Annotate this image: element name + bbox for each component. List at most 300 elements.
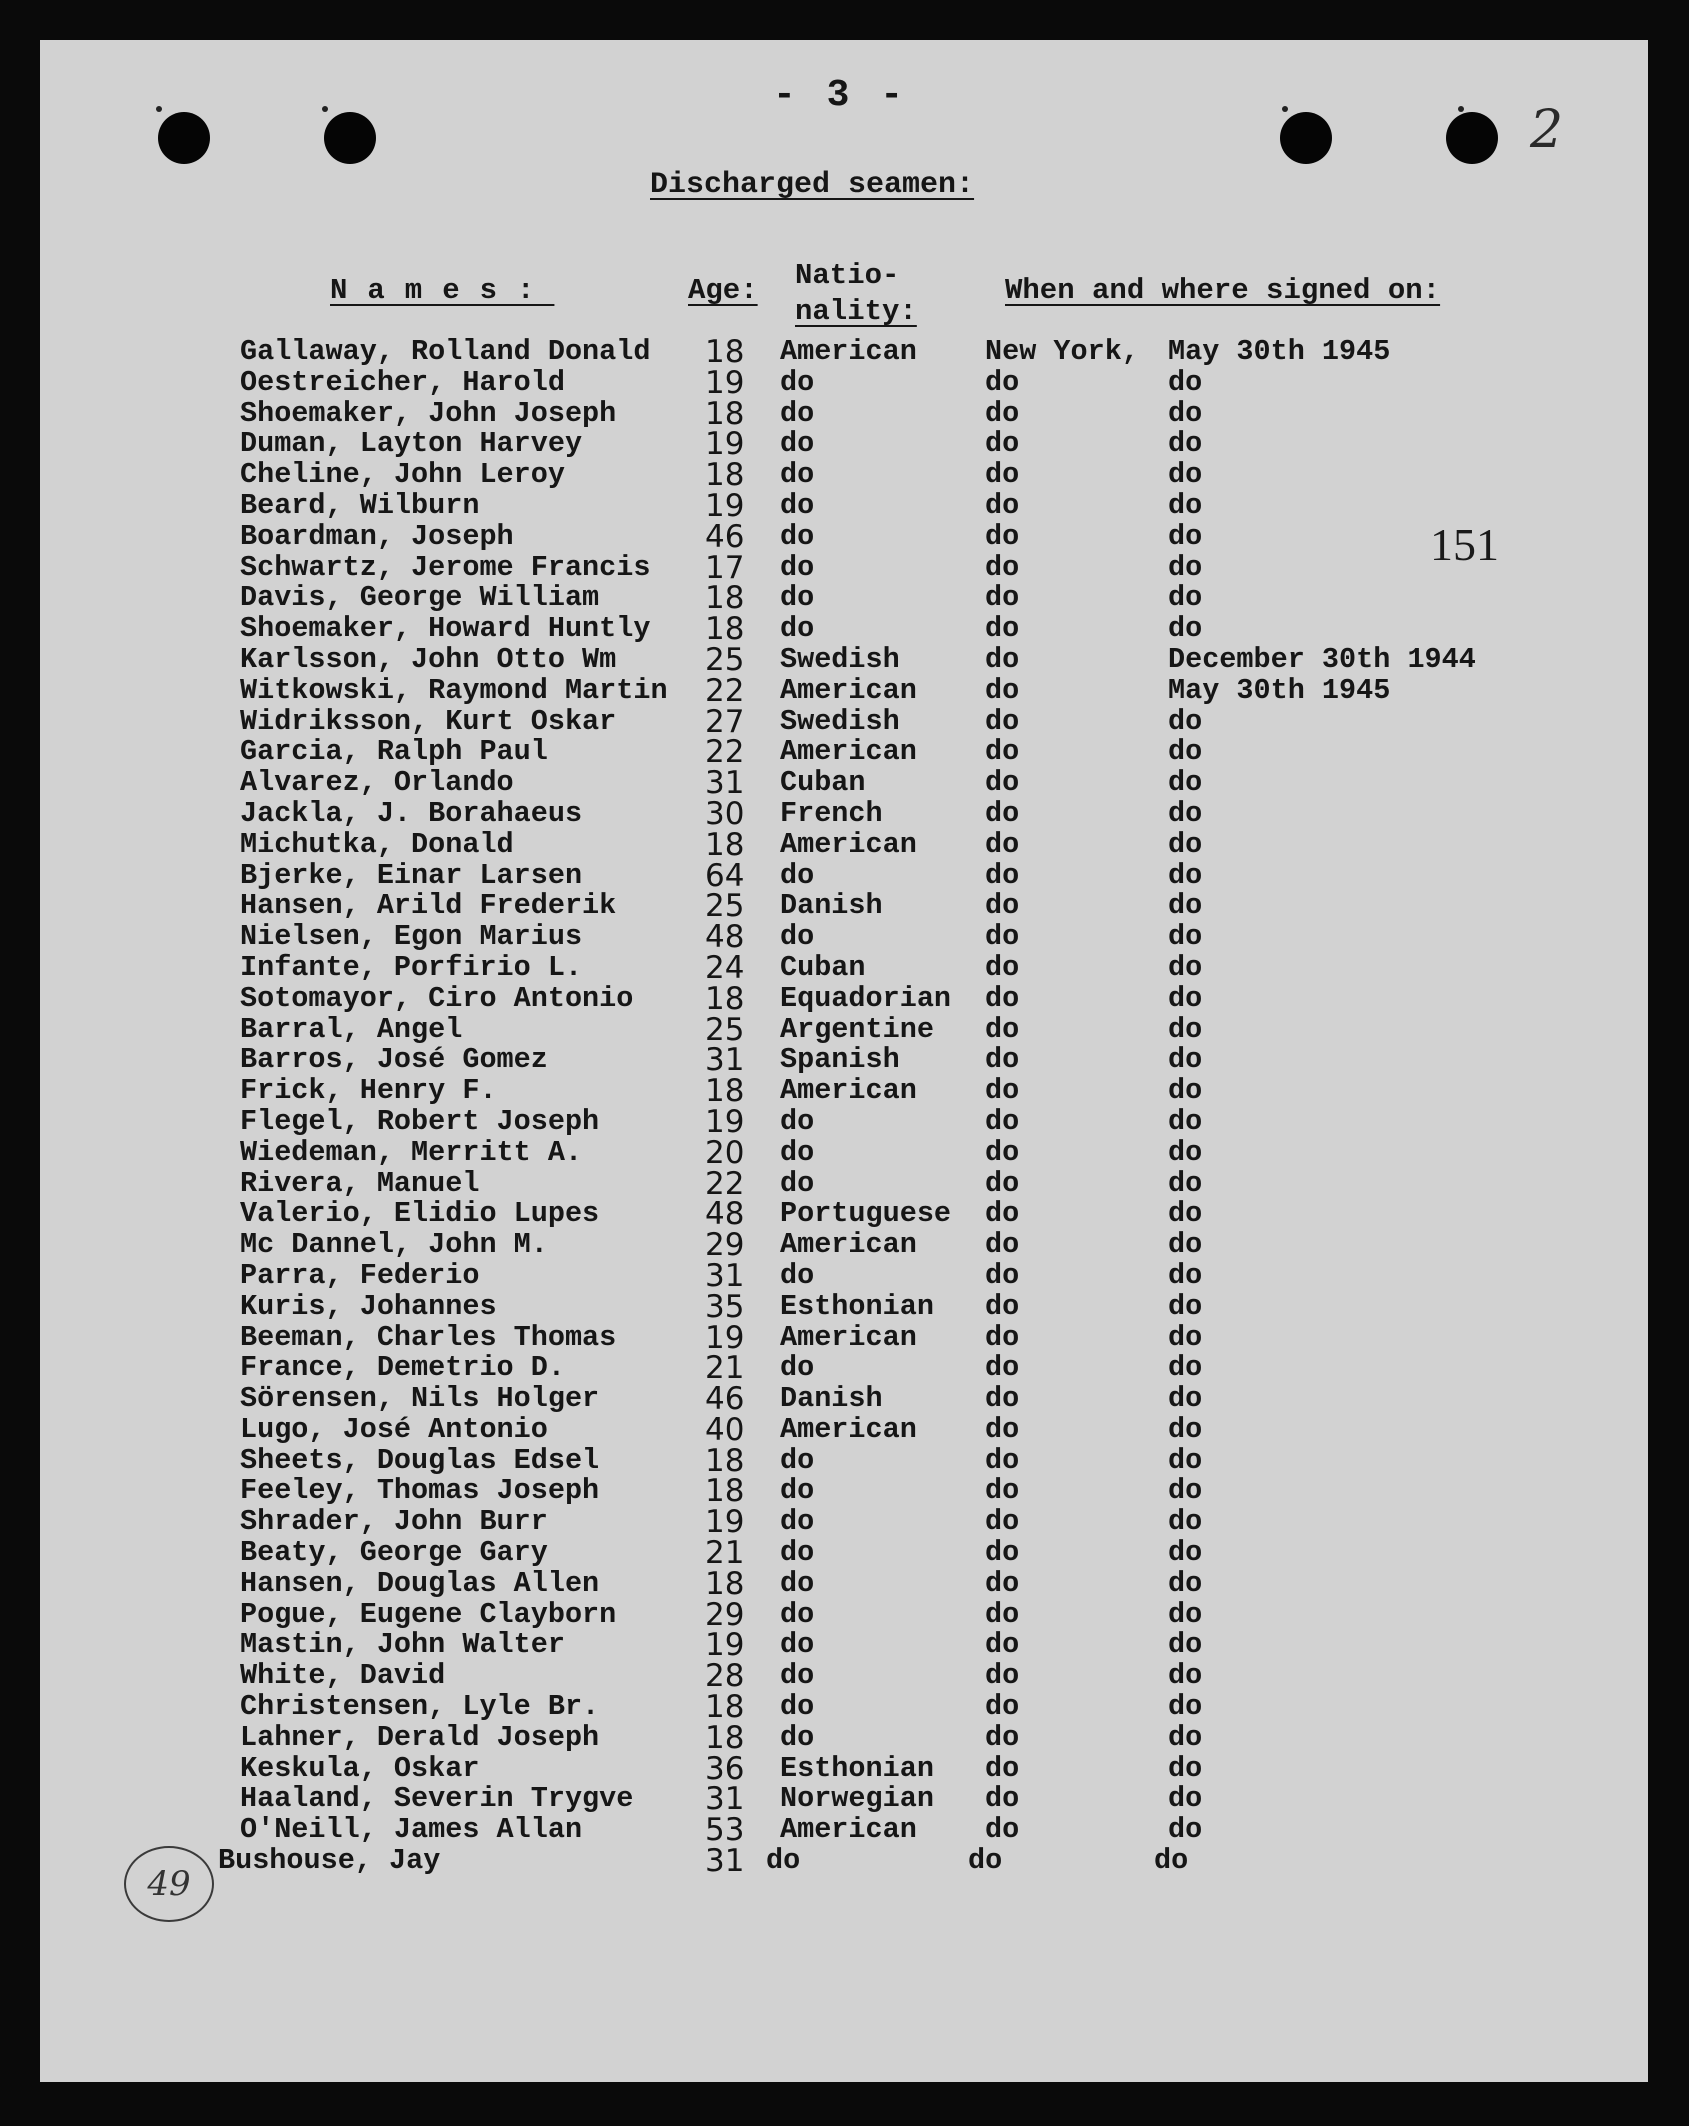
signed-on-place: do xyxy=(985,1566,1020,1600)
signed-on-place: do xyxy=(985,612,1020,646)
seaman-name: Infante, Porfirio L. xyxy=(240,950,583,984)
seaman-name: Barral, Angel xyxy=(240,1012,463,1046)
signed-on-date: do xyxy=(1168,1597,1203,1631)
seaman-name: Haaland, Severin Trygve xyxy=(240,1782,634,1816)
seaman-age: 22 xyxy=(705,1165,745,1202)
signed-on-place: do xyxy=(985,981,1020,1015)
table-row xyxy=(40,857,1648,894)
seaman-name: Beeman, Charles Thomas xyxy=(240,1320,617,1354)
seaman-nationality: do xyxy=(780,1536,815,1570)
seaman-nationality: do xyxy=(766,1844,801,1878)
seaman-nationality: do xyxy=(780,427,815,461)
signed-on-place: do xyxy=(985,488,1020,522)
punch-hole xyxy=(1446,112,1498,164)
seaman-nationality: do xyxy=(780,858,815,892)
table-row xyxy=(40,1504,1648,1541)
seaman-name: Mc Dannel, John M. xyxy=(240,1228,548,1262)
signed-on-place: do xyxy=(985,1597,1020,1631)
table-row xyxy=(40,1689,1648,1726)
seaman-nationality: Danish xyxy=(780,889,883,923)
seaman-age: 35 xyxy=(705,1288,745,1325)
seaman-name: Garcia, Ralph Paul xyxy=(240,735,548,769)
seaman-nationality: do xyxy=(780,1659,815,1693)
signed-on-date: do xyxy=(1168,396,1203,430)
seaman-age: 22 xyxy=(705,734,745,771)
signed-on-date: do xyxy=(1168,1505,1203,1539)
seaman-age: 18 xyxy=(705,580,745,617)
table-row xyxy=(40,765,1648,802)
punch-hole xyxy=(324,112,376,164)
seaman-nationality: do xyxy=(780,920,815,954)
seaman-nationality: Danish xyxy=(780,1382,883,1416)
signed-on-date: do xyxy=(1168,1813,1203,1847)
table-row xyxy=(40,1196,1648,1233)
table-row xyxy=(40,1535,1648,1572)
signed-on-date: do xyxy=(1168,1690,1203,1724)
seaman-name: Bushouse, Jay xyxy=(218,1844,441,1878)
table-row xyxy=(40,641,1648,678)
table-row xyxy=(40,1812,1648,1849)
paper-speck xyxy=(1458,106,1464,112)
seaman-name: Nielsen, Egon Marius xyxy=(240,920,583,954)
seaman-nationality: do xyxy=(780,458,815,492)
seaman-nationality: do xyxy=(780,1474,815,1508)
column-header-names: Names: xyxy=(330,274,555,307)
signed-on-place: do xyxy=(985,519,1020,553)
seaman-name: Bjerke, Einar Larsen xyxy=(240,858,583,892)
signed-on-place: do xyxy=(985,766,1020,800)
signed-on-date: do xyxy=(1168,1628,1203,1662)
signed-on-place: do xyxy=(985,1258,1020,1292)
table-row xyxy=(40,1319,1648,1356)
seaman-name: Davis, George William xyxy=(240,581,600,615)
signed-on-date: do xyxy=(1168,1443,1203,1477)
seaman-age: 18 xyxy=(705,980,745,1017)
seaman-name: Parra, Federio xyxy=(240,1258,480,1292)
signed-on-date: do xyxy=(1168,1751,1203,1785)
signed-on-date: do xyxy=(1168,1720,1203,1754)
signed-on-place: do xyxy=(985,1536,1020,1570)
table-row xyxy=(40,611,1648,648)
seaman-age: 19 xyxy=(705,1504,745,1541)
seaman-age: 36 xyxy=(705,1750,745,1787)
table-row xyxy=(40,1843,1648,1880)
seaman-name: Hansen, Douglas Allen xyxy=(240,1566,600,1600)
signed-on-date: do xyxy=(1168,858,1203,892)
signed-on-date: do xyxy=(1168,488,1203,522)
seaman-nationality: Spanish xyxy=(780,1043,900,1077)
seaman-age: 21 xyxy=(705,1350,745,1387)
seaman-nationality: American xyxy=(780,673,917,707)
seaman-nationality: do xyxy=(780,1166,815,1200)
signed-on-date: do xyxy=(1168,1258,1203,1292)
signed-on-place: do xyxy=(985,1197,1020,1231)
seaman-age: 18 xyxy=(705,1565,745,1602)
seaman-nationality: do xyxy=(780,1351,815,1385)
table-row xyxy=(40,1473,1648,1510)
seaman-name: Wiedeman, Merritt A. xyxy=(240,1135,583,1169)
seaman-age: 25 xyxy=(705,641,745,678)
seaman-name: Cheline, John Leroy xyxy=(240,458,565,492)
signed-on-date: do xyxy=(1168,612,1203,646)
table-row xyxy=(40,1411,1648,1448)
table-row xyxy=(40,980,1648,1017)
signed-on-date: do xyxy=(1168,1474,1203,1508)
seaman-name: Alvarez, Orlando xyxy=(240,766,514,800)
table-row xyxy=(40,1011,1648,1048)
table-row xyxy=(40,487,1648,524)
signed-on-date: May 30th 1945 xyxy=(1168,335,1391,368)
signed-on-place: do xyxy=(985,704,1020,738)
table-row xyxy=(40,580,1648,617)
table-row xyxy=(40,364,1648,401)
seaman-name: Sörensen, Nils Holger xyxy=(240,1382,600,1416)
signed-on-date: do xyxy=(1168,1166,1203,1200)
seaman-age: 19 xyxy=(705,1319,745,1356)
seaman-age: 19 xyxy=(705,1627,745,1664)
seaman-name: Feeley, Thomas Joseph xyxy=(240,1474,600,1508)
signed-on-date: do xyxy=(1168,550,1203,584)
seaman-name: Keskula, Oskar xyxy=(240,1751,480,1785)
seaman-name: Shoemaker, John Joseph xyxy=(240,396,617,430)
document-page xyxy=(40,40,1648,2082)
signed-on-place: do xyxy=(985,1012,1020,1046)
table-row xyxy=(40,1565,1648,1602)
signed-on-place: do xyxy=(985,1474,1020,1508)
signed-on-date: do xyxy=(1168,920,1203,954)
seaman-name: Beaty, George Gary xyxy=(240,1536,548,1570)
signed-on-date: do xyxy=(1168,1104,1203,1138)
margin-number: 151 xyxy=(1430,519,1499,570)
table-row xyxy=(40,395,1648,432)
signed-on-date: do xyxy=(1168,950,1203,984)
seaman-name: Frick, Henry F. xyxy=(240,1074,497,1108)
signed-on-date: do xyxy=(1168,1382,1203,1416)
seaman-nationality: do xyxy=(780,1443,815,1477)
signed-on-date: do xyxy=(1168,365,1203,399)
signed-on-place: do xyxy=(985,365,1020,399)
seaman-age: 18 xyxy=(705,1473,745,1510)
table-row xyxy=(40,1165,1648,1202)
table-row xyxy=(40,1288,1648,1325)
seamen-list xyxy=(40,334,1648,1880)
signed-on-place: do xyxy=(985,1628,1020,1662)
seaman-age: 18 xyxy=(705,1689,745,1726)
seaman-name: O'Neill, James Allan xyxy=(240,1813,583,1847)
seaman-age: 29 xyxy=(705,1227,745,1264)
signed-on-place: do xyxy=(985,1659,1020,1693)
paper-speck xyxy=(156,106,162,112)
signed-on-date: do xyxy=(1168,1135,1203,1169)
table-row xyxy=(40,1381,1648,1418)
seaman-age: 28 xyxy=(705,1658,745,1695)
seaman-name: Witkowski, Raymond Martin xyxy=(240,673,668,707)
signed-on-place: do xyxy=(985,1320,1020,1354)
table-row xyxy=(40,1750,1648,1787)
seaman-name: Kuris, Johannes xyxy=(240,1289,497,1323)
seaman-age: 19 xyxy=(705,364,745,401)
seaman-age: 17 xyxy=(705,549,745,586)
seaman-name: Hansen, Arild Frederik xyxy=(240,889,617,923)
signed-on-place: do xyxy=(985,1351,1020,1385)
signed-on-place: do xyxy=(985,1074,1020,1108)
seaman-age: 19 xyxy=(705,487,745,524)
table-row xyxy=(40,949,1648,986)
seaman-nationality: Norwegian xyxy=(780,1782,934,1816)
seaman-nationality: do xyxy=(780,1135,815,1169)
signed-on-place: do xyxy=(985,458,1020,492)
seaman-nationality: do xyxy=(780,365,815,399)
signed-on-place: do xyxy=(985,735,1020,769)
table-row xyxy=(40,1350,1648,1387)
seaman-age: 30 xyxy=(705,795,745,832)
table-row xyxy=(40,549,1648,586)
signed-on-date: do xyxy=(1168,827,1203,861)
signed-on-place: do xyxy=(985,1382,1020,1416)
seaman-age: 18 xyxy=(705,1719,745,1756)
table-row xyxy=(40,672,1648,709)
circled-handwritten-note: 49 xyxy=(124,1846,214,1922)
table-row xyxy=(40,1658,1648,1695)
signed-on-place: do xyxy=(968,1844,1003,1878)
table-row xyxy=(40,1103,1648,1140)
seaman-name: Shoemaker, Howard Huntly xyxy=(240,612,651,646)
seaman-age: 20 xyxy=(705,1134,745,1171)
seaman-name: Michutka, Donald xyxy=(240,827,514,861)
table-row xyxy=(40,1042,1648,1079)
column-header-nationality-line2: nality: xyxy=(795,295,917,328)
seaman-age: 19 xyxy=(705,1103,745,1140)
seaman-age: 19 xyxy=(705,426,745,463)
signed-on-place: do xyxy=(985,950,1020,984)
seaman-age: 31 xyxy=(705,1042,745,1079)
seaman-nationality: do xyxy=(780,1720,815,1754)
seaman-name: Duman, Layton Harvey xyxy=(240,427,583,461)
seaman-name: Sheets, Douglas Edsel xyxy=(240,1443,600,1477)
seaman-age: 31 xyxy=(705,765,745,802)
table-row xyxy=(40,1442,1648,1479)
table-row xyxy=(40,1719,1648,1756)
seaman-age: 31 xyxy=(705,1781,745,1818)
signed-on-place: do xyxy=(985,581,1020,615)
seaman-nationality: do xyxy=(780,550,815,584)
signed-on-date: do xyxy=(1168,581,1203,615)
signed-on-place: do xyxy=(985,858,1020,892)
signed-on-place: do xyxy=(985,1289,1020,1323)
seaman-age: 18 xyxy=(705,457,745,494)
signed-on-place: do xyxy=(985,920,1020,954)
seaman-name: Shrader, John Burr xyxy=(240,1505,548,1539)
page-number: - 3 - xyxy=(772,74,908,117)
signed-on-place: do xyxy=(985,673,1020,707)
table-row xyxy=(40,734,1648,771)
seaman-nationality: American xyxy=(780,1320,917,1354)
paper-speck xyxy=(1282,106,1288,112)
seaman-nationality: American xyxy=(780,1228,917,1262)
seaman-name: Boardman, Joseph xyxy=(240,519,514,553)
seaman-age: 40 xyxy=(705,1411,745,1448)
signed-on-place: do xyxy=(985,1135,1020,1169)
seaman-age: 64 xyxy=(705,857,745,894)
table-row xyxy=(40,795,1648,832)
seaman-age: 53 xyxy=(705,1812,745,1849)
table-row xyxy=(40,1257,1648,1294)
seaman-age: 48 xyxy=(705,1196,745,1233)
signed-on-place: do xyxy=(985,1412,1020,1446)
signed-on-place: do xyxy=(985,396,1020,430)
seaman-age: 18 xyxy=(705,1442,745,1479)
seaman-name: Lugo, José Antonio xyxy=(240,1412,548,1446)
seaman-age: 18 xyxy=(705,334,745,370)
seaman-name: Gallaway, Rolland Donald xyxy=(240,335,651,368)
seaman-name: Schwartz, Jerome Francis xyxy=(240,550,651,584)
signed-on-date: do xyxy=(1168,889,1203,923)
seaman-nationality: Swedish xyxy=(780,642,900,676)
seaman-name: White, David xyxy=(240,1659,446,1693)
seaman-nationality: do xyxy=(780,1258,815,1292)
table-row xyxy=(40,1227,1648,1264)
seaman-age: 24 xyxy=(705,949,745,986)
signed-on-date: May 30th 1945 xyxy=(1168,673,1391,707)
seaman-name: Mastin, John Walter xyxy=(240,1628,565,1662)
handwritten-page-mark: 2 xyxy=(1530,100,1564,160)
column-header-nationality xyxy=(795,258,917,330)
seaman-nationality: do xyxy=(780,1505,815,1539)
signed-on-date: do xyxy=(1168,519,1203,553)
seaman-nationality: Esthonian xyxy=(780,1289,934,1323)
punch-hole xyxy=(1280,112,1332,164)
signed-on-date: do xyxy=(1168,796,1203,830)
signed-on-date: do xyxy=(1154,1844,1189,1878)
paper-speck xyxy=(322,106,328,112)
signed-on-date: do xyxy=(1168,1412,1203,1446)
signed-on-place: do xyxy=(985,1813,1020,1847)
seaman-nationality: do xyxy=(780,612,815,646)
seaman-nationality: do xyxy=(780,1690,815,1724)
table-row xyxy=(40,919,1648,956)
signed-on-date: do xyxy=(1168,1043,1203,1077)
seaman-nationality: American xyxy=(780,335,917,368)
signed-on-date: do xyxy=(1168,735,1203,769)
seaman-age: 25 xyxy=(705,888,745,925)
signed-on-place: do xyxy=(985,1751,1020,1785)
seaman-nationality: Equadorian xyxy=(780,981,952,1015)
seaman-age: 21 xyxy=(705,1535,745,1572)
signed-on-place: do xyxy=(985,1782,1020,1816)
table-row xyxy=(40,703,1648,740)
seaman-name: Widriksson, Kurt Oskar xyxy=(240,704,617,738)
seaman-nationality: Swedish xyxy=(780,704,900,738)
seaman-nationality: do xyxy=(780,1597,815,1631)
table-row xyxy=(40,457,1648,494)
seaman-nationality: French xyxy=(780,796,883,830)
signed-on-place: do xyxy=(985,427,1020,461)
seaman-name: Pogue, Eugene Clayborn xyxy=(240,1597,617,1631)
column-header-age: Age: xyxy=(688,274,758,307)
signed-on-place: do xyxy=(985,1228,1020,1262)
seaman-name: Jackla, J. Borahaeus xyxy=(240,796,583,830)
signed-on-date: do xyxy=(1168,1566,1203,1600)
seaman-name: Flegel, Robert Joseph xyxy=(240,1104,600,1138)
seaman-age: 46 xyxy=(705,518,745,555)
seaman-age: 27 xyxy=(705,703,745,740)
seaman-nationality: Cuban xyxy=(780,766,866,800)
table-row xyxy=(40,826,1648,863)
seaman-name: Karlsson, John Otto Wm xyxy=(240,642,617,676)
seaman-age: 18 xyxy=(705,395,745,432)
seaman-name: Barros, José Gomez xyxy=(240,1043,548,1077)
table-row xyxy=(40,1627,1648,1664)
seaman-name: Christensen, Lyle Br. xyxy=(240,1690,600,1724)
seaman-age: 18 xyxy=(705,1073,745,1110)
seaman-nationality: Argentine xyxy=(780,1012,934,1046)
document-title: Discharged seamen: xyxy=(650,168,975,202)
seaman-name: Rivera, Manuel xyxy=(240,1166,480,1200)
seaman-nationality: Esthonian xyxy=(780,1751,934,1785)
table-row xyxy=(40,1596,1648,1633)
seaman-age: 25 xyxy=(705,1011,745,1048)
seaman-nationality: American xyxy=(780,1412,917,1446)
seaman-nationality: do xyxy=(780,1628,815,1662)
signed-on-place: do xyxy=(985,796,1020,830)
signed-on-date: do xyxy=(1168,1289,1203,1323)
signed-on-date: do xyxy=(1168,1659,1203,1693)
signed-on-date: do xyxy=(1168,1320,1203,1354)
signed-on-place: do xyxy=(985,642,1020,676)
seaman-nationality: do xyxy=(780,519,815,553)
seaman-nationality: American xyxy=(780,1074,917,1108)
signed-on-place: do xyxy=(985,1104,1020,1138)
seaman-nationality: do xyxy=(780,581,815,615)
signed-on-place: do xyxy=(985,1720,1020,1754)
seaman-age: 46 xyxy=(705,1381,745,1418)
table-row xyxy=(40,1134,1648,1171)
seaman-age: 48 xyxy=(705,919,745,956)
seaman-nationality: American xyxy=(780,827,917,861)
signed-on-date: do xyxy=(1168,1228,1203,1262)
signed-on-date: do xyxy=(1168,704,1203,738)
table-row xyxy=(40,888,1648,925)
signed-on-date: do xyxy=(1168,427,1203,461)
signed-on-place: do xyxy=(985,1443,1020,1477)
signed-on-place: New York, xyxy=(985,335,1139,368)
signed-on-place: do xyxy=(985,827,1020,861)
signed-on-place: do xyxy=(985,889,1020,923)
signed-on-date: do xyxy=(1168,1074,1203,1108)
seaman-name: France, Demetrio D. xyxy=(240,1351,565,1385)
seaman-name: Beard, Wilburn xyxy=(240,488,480,522)
signed-on-date: do xyxy=(1168,1782,1203,1816)
seaman-name: Valerio, Elidio Lupes xyxy=(240,1197,600,1231)
seaman-name: Sotomayor, Ciro Antonio xyxy=(240,981,634,1015)
signed-on-place: do xyxy=(985,1690,1020,1724)
signed-on-date: December 30th 1944 xyxy=(1168,642,1476,676)
punch-hole xyxy=(158,112,210,164)
seaman-nationality: do xyxy=(780,488,815,522)
column-header-when-where: When and where signed on: xyxy=(1005,274,1441,307)
signed-on-date: do xyxy=(1168,1536,1203,1570)
seaman-nationality: American xyxy=(780,1813,917,1847)
seaman-nationality: Portuguese xyxy=(780,1197,952,1231)
table-row xyxy=(40,334,1648,370)
seaman-nationality: do xyxy=(780,1566,815,1600)
seaman-age: 22 xyxy=(705,672,745,709)
signed-on-date: do xyxy=(1168,1197,1203,1231)
seaman-nationality: Cuban xyxy=(780,950,866,984)
seaman-nationality: do xyxy=(780,396,815,430)
table-row xyxy=(40,1073,1648,1110)
seaman-name: Oestreicher, Harold xyxy=(240,365,565,399)
